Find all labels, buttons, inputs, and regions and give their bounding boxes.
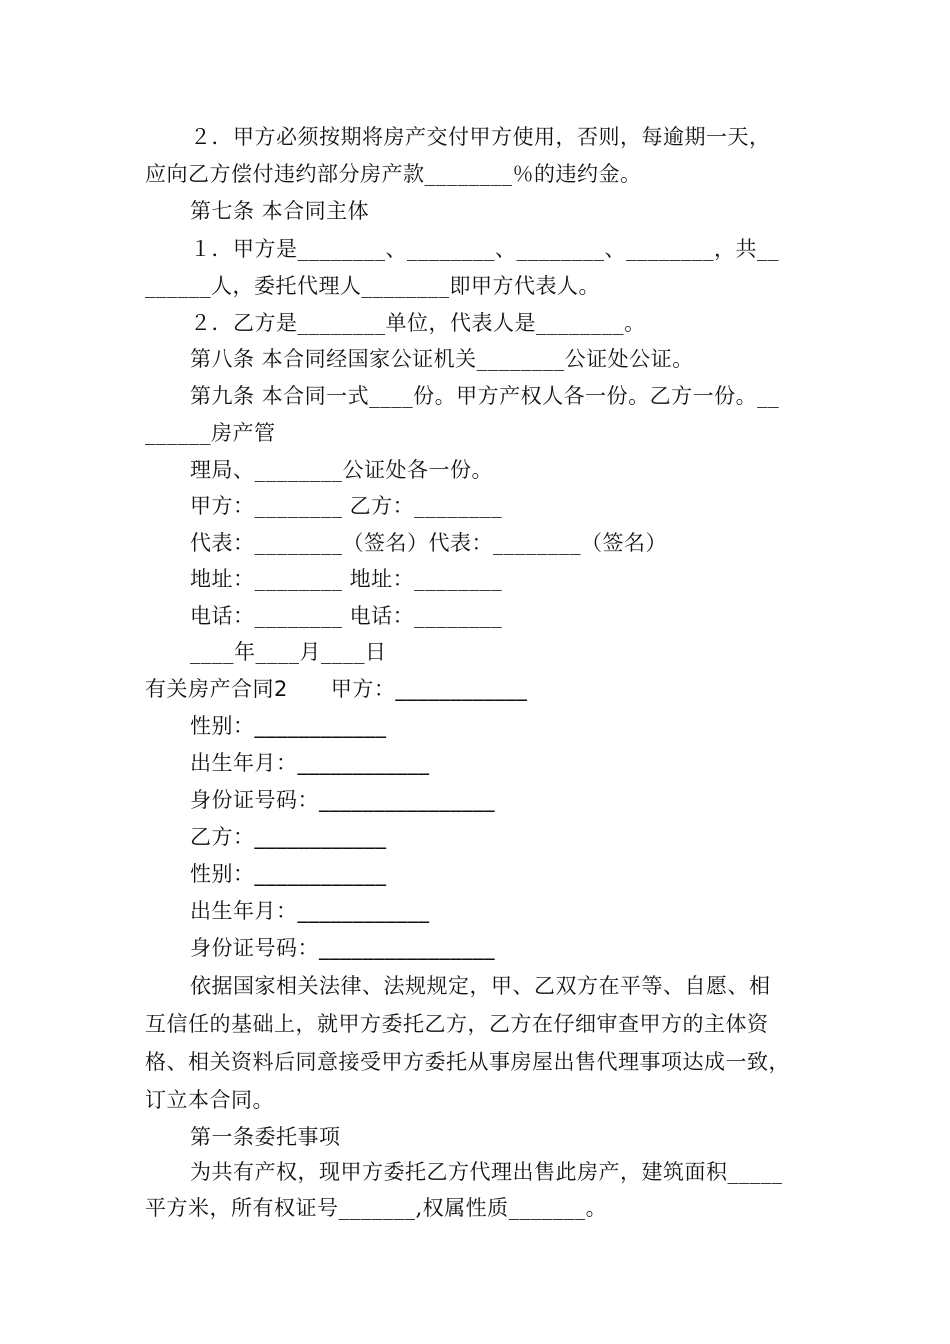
- text-line: 应向乙方偿付违约部分房产款________％的违约金。: [145, 162, 642, 186]
- paragraph-line: 平方米，所有权证号_______,权属性质_______。: [145, 1196, 608, 1220]
- text-line: 理局、________公证处各一份。: [190, 458, 493, 482]
- paragraph-line: 依据国家相关法律、法规规定，甲、乙双方在平等、自愿、相: [190, 974, 771, 998]
- text-line: 第九条 本合同一式____份。甲方产权人各一份。乙方一份。__: [190, 384, 780, 408]
- text-line: 第八条 本合同经国家公证机关________公证处公证。: [190, 347, 694, 371]
- field-line: 出生年月：____________: [190, 899, 430, 923]
- field-line: 出生年月：____________: [190, 751, 430, 775]
- field-line: 乙方：____________: [190, 825, 387, 849]
- paragraph-line: 订立本合同。: [145, 1088, 274, 1112]
- signature-party-line: 甲方：________ 乙方：________: [190, 494, 503, 518]
- signature-address-line: 地址：________ 地址：________: [190, 567, 503, 591]
- date-line: ____年____月____日: [190, 640, 387, 664]
- section-heading: 第七条 本合同主体: [190, 199, 370, 223]
- contract-title-line: 有关房产合同2 甲方：____________: [145, 677, 528, 701]
- text-line: ______房产管: [145, 421, 276, 445]
- field-line: 性别：____________: [190, 862, 387, 886]
- paragraph-line: 为共有产权，现甲方委托乙方代理出售此房产，建筑面积_____: [190, 1160, 783, 1184]
- text-line: ２．甲方必须按期将房产交付甲方使用，否则，每逾期一天，: [190, 125, 771, 149]
- section-heading: 第一条委托事项: [190, 1125, 341, 1149]
- paragraph-line: 格、相关资料后同意接受甲方委托从事房屋出售代理事项达成一致，: [145, 1050, 790, 1074]
- text-line: １．甲方是________、________、________、________，共__: [190, 237, 779, 261]
- text-line: ２．乙方是________单位，代表人是________。: [190, 311, 646, 335]
- field-line: 身份证号码：________________: [190, 788, 495, 812]
- field-line: 性别：____________: [190, 714, 387, 738]
- text-line: ______人，委托代理人________即甲方代表人。: [145, 274, 600, 298]
- field-line: 身份证号码：________________: [190, 936, 495, 960]
- signature-representative-line: 代表：________（签名）代表：________（签名）: [190, 531, 667, 555]
- signature-phone-line: 电话：________ 电话：________: [190, 604, 503, 628]
- paragraph-line: 互信任的基础上，就甲方委托乙方，乙方在仔细审查甲方的主体资: [145, 1012, 769, 1036]
